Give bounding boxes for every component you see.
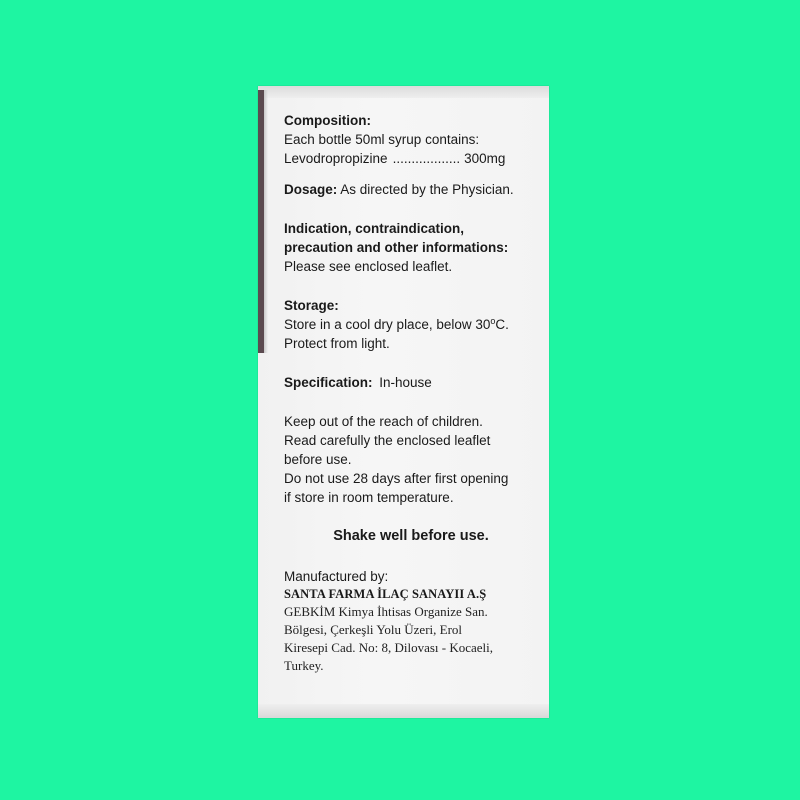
box-left-shadow [264,90,268,353]
warning-line: if store in room temperature. [284,490,454,505]
warning-line: Keep out of the reach of children. [284,414,483,429]
manufacturer-address-line: Kiresepi Cad. No: 8, Dilovası - Kocaeli, [284,640,494,655]
storage-line1-text: Store in a cool dry place, below 30 [284,317,491,332]
indication-heading-line1: Indication, contraindication, [284,221,465,236]
storage-heading: Storage: [284,298,339,313]
manufacturer-address-line: GEBKİM Kimya İhtisas Organize San. [284,604,488,619]
ingredient-name: Levodropropizine [284,151,388,166]
ingredient-dots: .................. [392,151,461,166]
box-bottom-edge [258,704,549,718]
composition-heading: Composition: [284,113,371,128]
storage-line1 [284,315,546,334]
warning-line: before use. [284,452,352,467]
manufacturer-address-line: Turkey. [284,658,324,673]
label-text-content [284,111,546,675]
storage-unit: C. [495,317,509,332]
specification-label: Specification: [284,375,373,390]
specification-value: In-house [379,375,432,390]
manufacturer-address-line: Bölgesi, Çerkeşli Yolu Üzeri, Erol [284,622,463,637]
shake-instruction: Shake well before use. [333,528,489,544]
dosage-row [284,180,546,199]
manufacturer-name: SANTA FARMA İLAÇ SANAYII A.Ş [284,587,487,601]
storage-line2: Protect from light. [284,336,390,351]
specification-row [284,373,546,392]
warning-line: Do not use 28 days after first opening [284,471,509,486]
box-top-edge [258,86,549,98]
medicine-box-side-panel [258,86,549,718]
ingredient-amount: 300mg [464,151,506,166]
ingredient-row [284,149,546,168]
composition-line: Each bottle 50ml syrup contains: [284,132,480,147]
warning-line: Read carefully the enclosed leaflet [284,433,491,448]
dosage-label: Dosage: [284,182,338,197]
indication-heading-line2: precaution and other informations: [284,240,509,255]
indication-text: Please see enclosed leaflet. [284,259,453,274]
degree-superscript: o [490,316,496,326]
manufactured-by-label: Manufactured by: [284,569,389,584]
dosage-text: As directed by the Physician. [340,182,514,197]
